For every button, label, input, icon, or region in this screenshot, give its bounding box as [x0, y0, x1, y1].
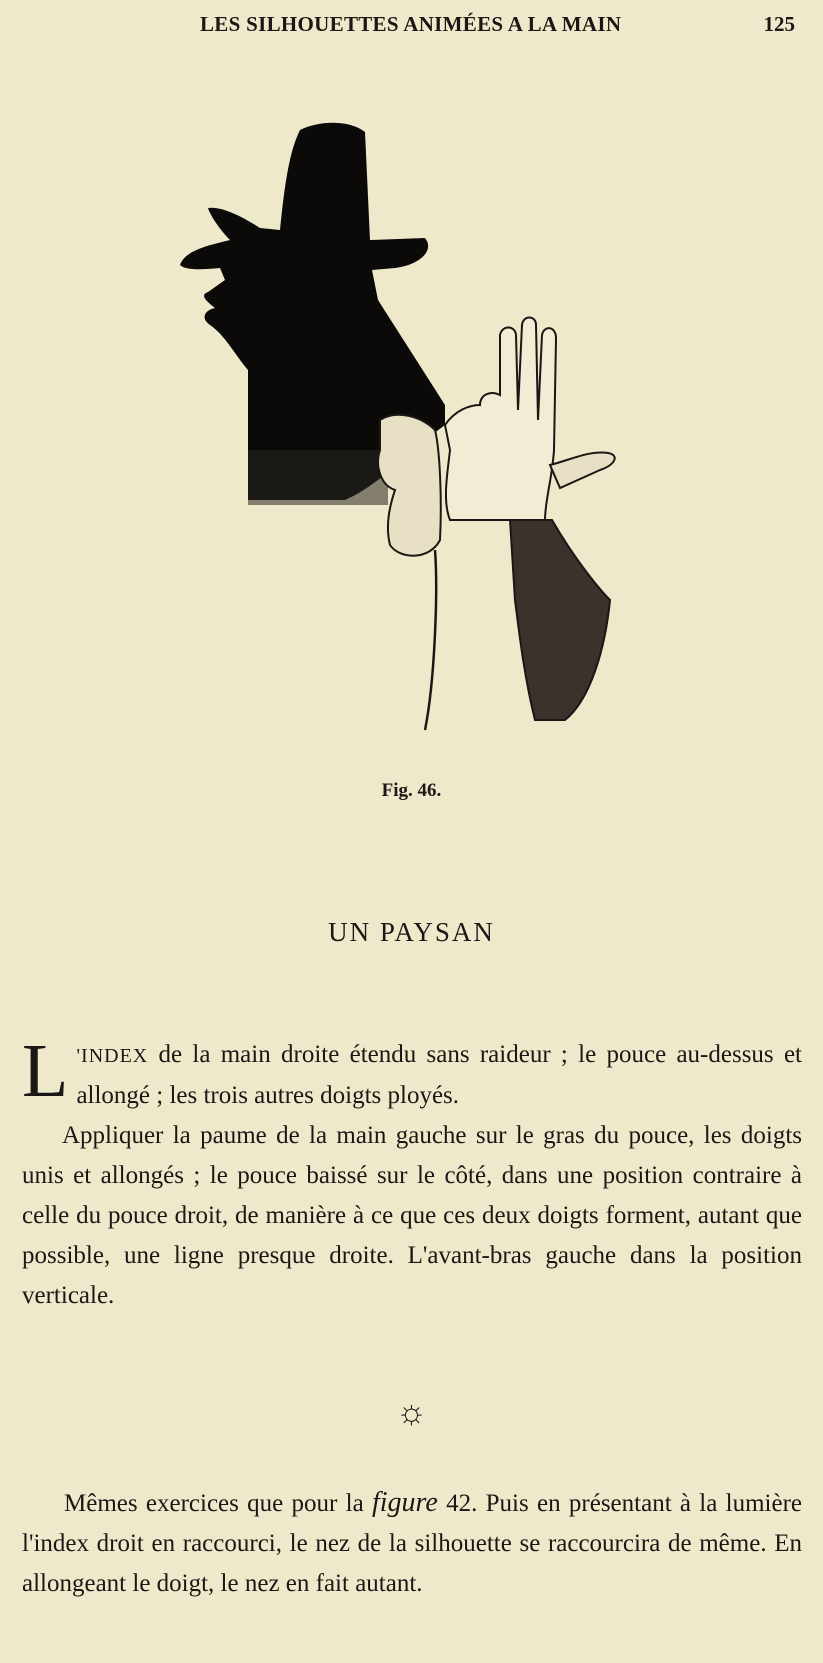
smallcaps-lead: 'INDEX — [76, 1045, 149, 1067]
shadow-silhouette-illustration — [180, 120, 650, 780]
section-title: UN PAYSAN — [328, 917, 495, 947]
paragraph1-line1: de la main droite étendu sans raideur ; le pouce au-dessus et allongé ; les trois autres doigts ployés. — [76, 1041, 802, 1109]
forearm-drawing — [510, 520, 610, 720]
right-hand-drawing — [378, 415, 441, 556]
figure-illustration — [180, 120, 650, 780]
ornament-sun-icon: ☼ — [395, 1394, 428, 1431]
paragraph-instructions — [22, 1029, 802, 1316]
thumb-drawing — [550, 452, 615, 488]
paragraph-exercises — [22, 1483, 802, 1604]
wrist-line — [425, 550, 436, 730]
paragraph1-line2: Appliquer la paume de la main gauche sur le gras du pouce, les doigts unis et allongés ; le pouce baissé sur le côté, dans une position contraire à celle du pouce droit, de manière à ce que ces deux doigts forment, autant que possible, une ligne presque droite. L'avant-bras gauche dans la position verticale. — [22, 1122, 802, 1309]
page-header — [0, 12, 823, 42]
page-number: 125 — [763, 12, 795, 36]
figure-caption: Fig. 46. — [381, 780, 442, 801]
running-head: LES SILHOUETTES ANIMÉES A LA MAIN — [200, 12, 622, 36]
drop-cap: L — [22, 1029, 69, 1113]
paragraph2-start: Mêmes exercices que pour la — [64, 1490, 372, 1517]
paragraph2-italic: figure — [371, 1487, 438, 1518]
paragraph2-end: 42. Puis en présentant à la lumière l'index droit en raccourci, le nez de la silhouette se raccourcira de même. En allongeant le doigt, le nez en fait autant. — [22, 1490, 802, 1597]
left-hand-drawing — [445, 318, 556, 521]
